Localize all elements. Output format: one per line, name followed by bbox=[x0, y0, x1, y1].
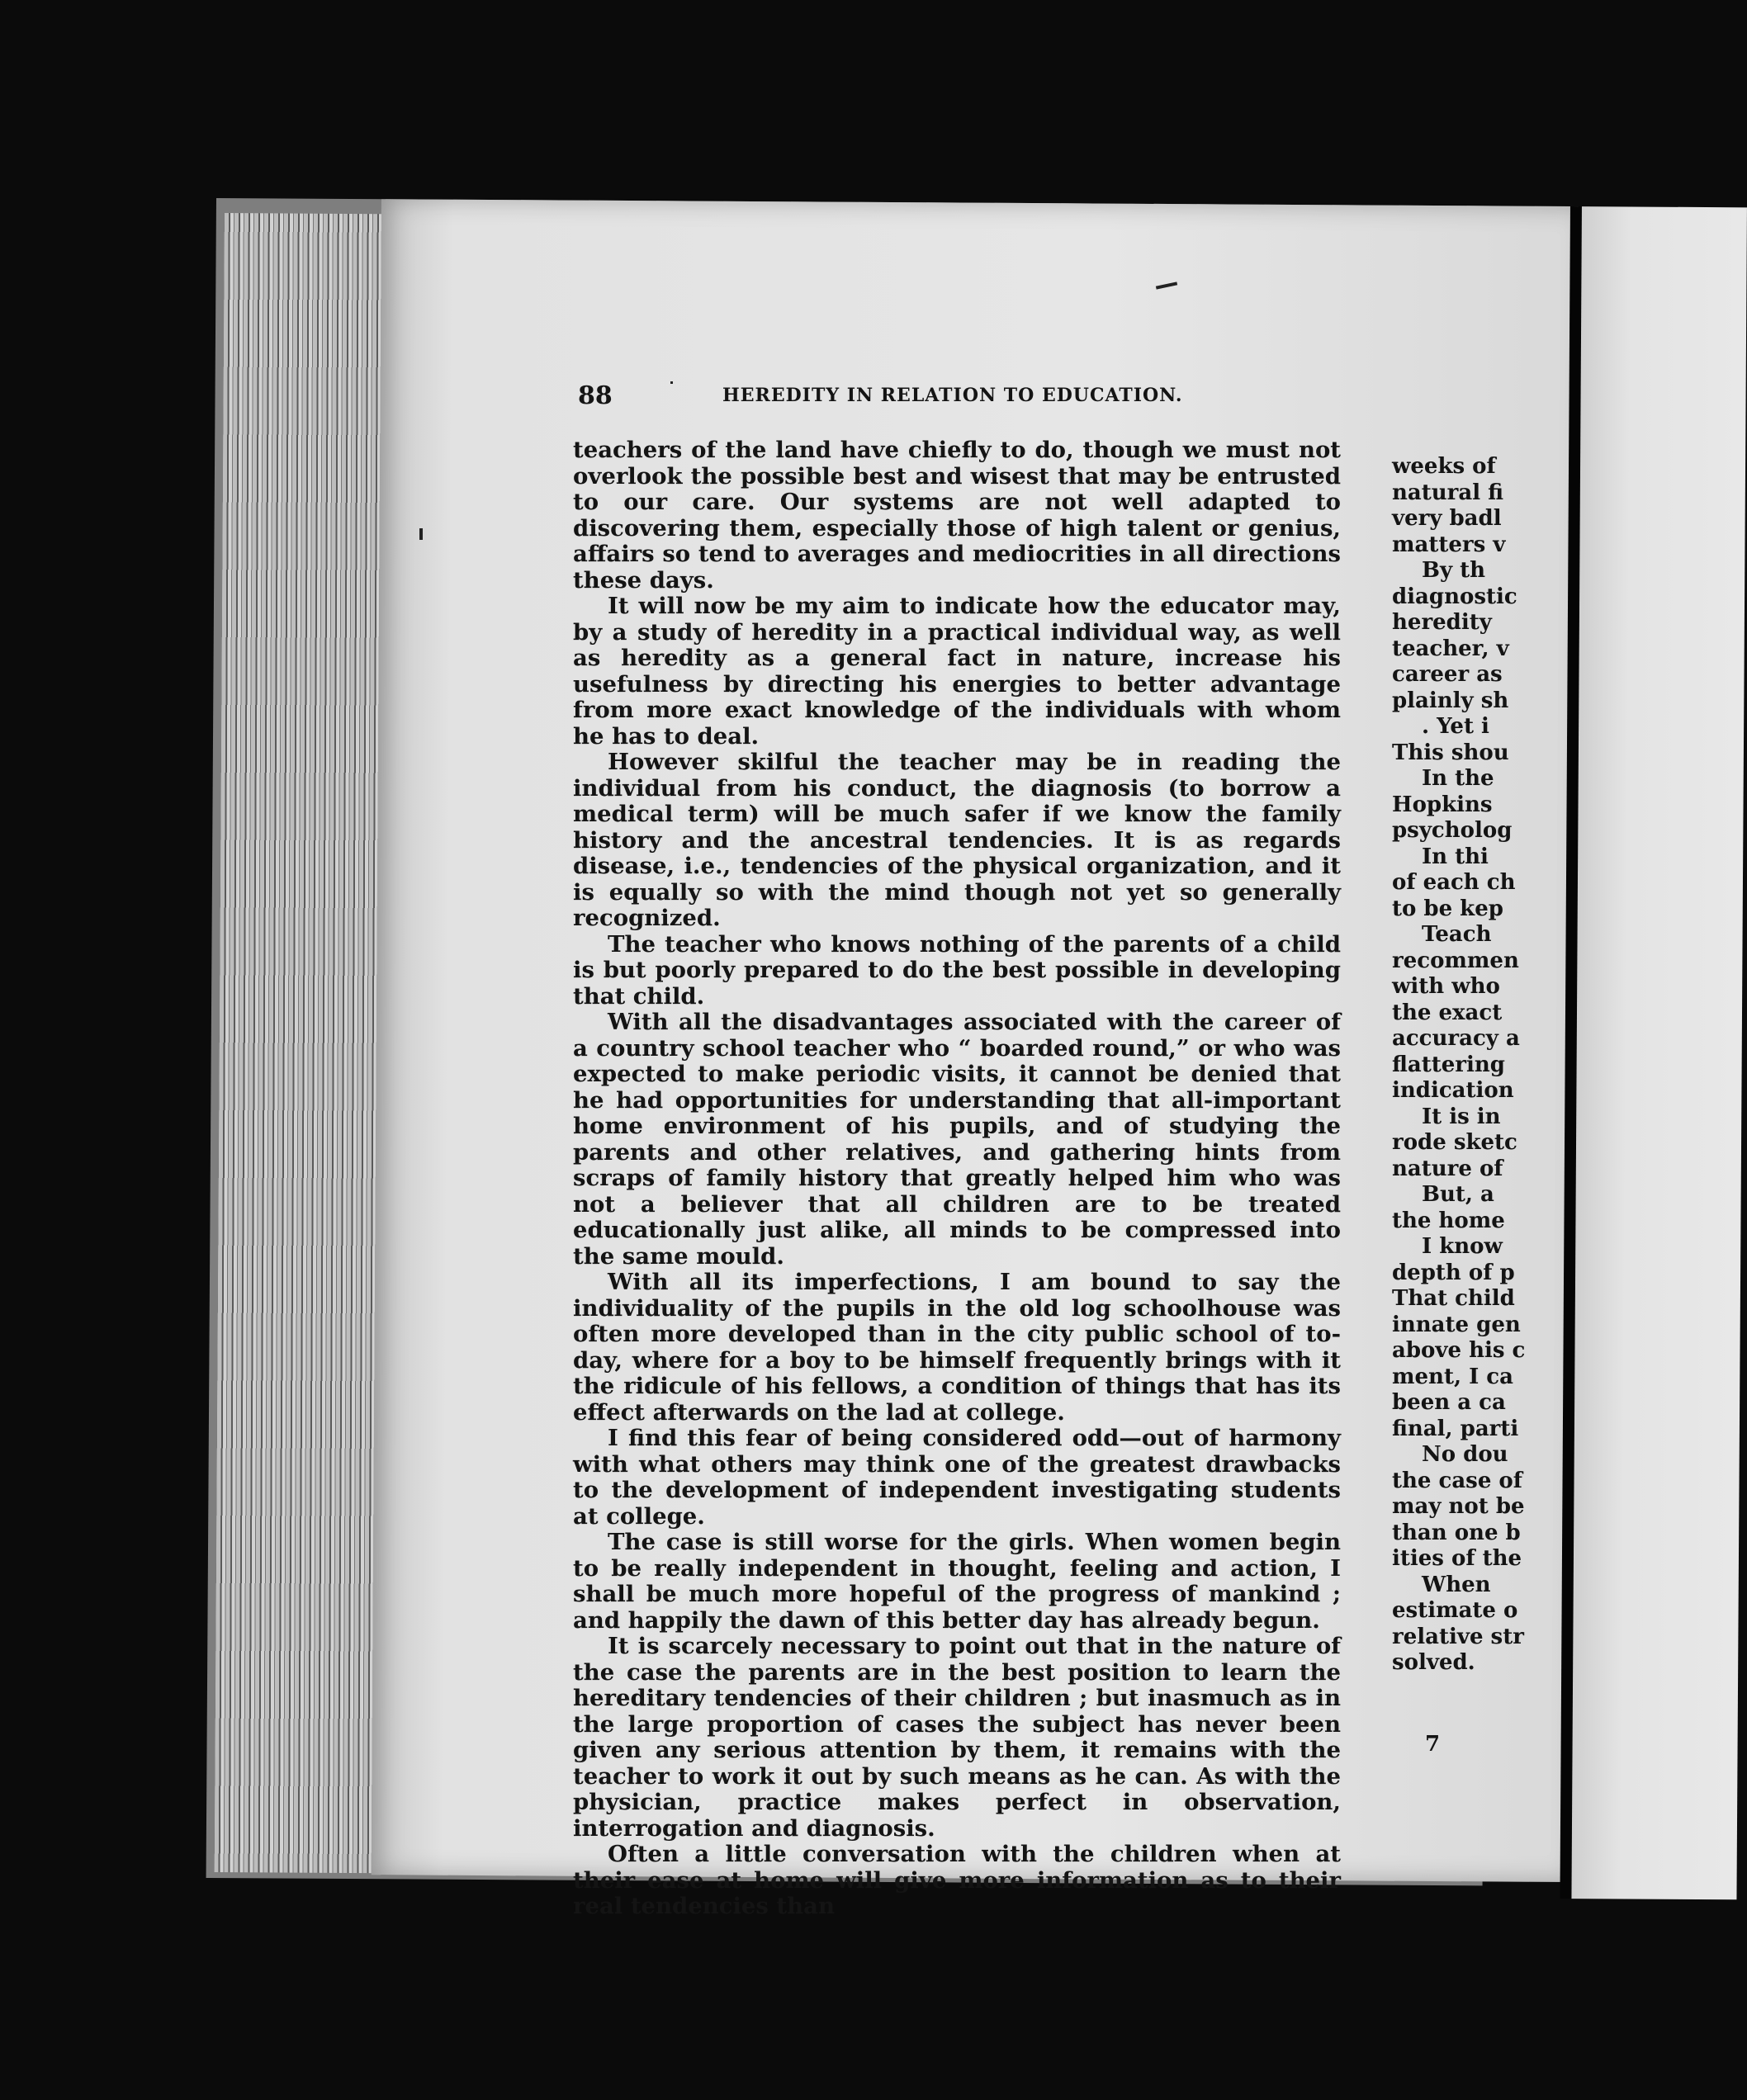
right-page-line: very badl bbox=[1392, 506, 1502, 531]
right-page-line: career as bbox=[1392, 662, 1503, 687]
paragraph: However skilful the teacher may be in reading the individual from his conduct, the diagnosis (to borrow a medical term) will be much safer if we know the family history and the ancestral tendencies. It is as regards disease, i.e., tendencies of the physical organization, and it is equally so with the mind though not yet so generally recognized. bbox=[573, 749, 1341, 931]
right-page-line: solved. bbox=[1392, 1650, 1475, 1675]
right-page-line: to be kep bbox=[1392, 896, 1503, 921]
right-page-line: It is in bbox=[1422, 1104, 1501, 1129]
right-page-line: natural fi bbox=[1392, 480, 1504, 505]
right-page-line: been a ca bbox=[1392, 1390, 1506, 1415]
right-page-line: heredity bbox=[1392, 610, 1492, 635]
right-page-line: ment, I ca bbox=[1392, 1364, 1513, 1389]
page-number: 88 bbox=[578, 381, 613, 410]
paragraph: Often a little conversation with the children when at their ease at home will give more information as to their real tendencies than bbox=[573, 1841, 1341, 1919]
right-page-line: But, a bbox=[1422, 1182, 1494, 1207]
right-page-line: By th bbox=[1422, 558, 1486, 583]
right-page-line: the exact bbox=[1392, 1000, 1503, 1025]
right-page-line: ities of the bbox=[1392, 1546, 1522, 1571]
right-page-line: rode sketc bbox=[1392, 1130, 1517, 1155]
scan-artifact bbox=[419, 528, 423, 540]
right-page-line: Teach bbox=[1422, 922, 1492, 947]
right-page-line: of each ch bbox=[1392, 870, 1516, 895]
right-page-line: psycholog bbox=[1392, 818, 1513, 843]
paragraph: With all the disadvantages associated with the career of a country school teacher who “ boarded round,” or who was expected to make periodic visits, it cannot be denied that he had opportunities for understanding that all-important home environment of his pupils, and of studying the parents and other relatives, and gathering hints from scraps of family history that greatly helped him who was not a believer that all children are to be treated educationally just alike, all minds to be compressed into the same mould. bbox=[573, 1009, 1341, 1270]
right-page-line: with who bbox=[1392, 974, 1500, 999]
right-page-line: When bbox=[1422, 1572, 1491, 1597]
right-page-line: plainly sh bbox=[1392, 688, 1509, 713]
right-page-line: teacher, v bbox=[1392, 636, 1509, 661]
right-page-line: . Yet i bbox=[1422, 714, 1489, 739]
right-page-line: above his c bbox=[1392, 1338, 1526, 1363]
running-head: HEREDITY IN RELATION TO EDUCATION. bbox=[722, 385, 1183, 406]
right-page-line: depth of p bbox=[1392, 1260, 1515, 1285]
page-header bbox=[578, 381, 1205, 414]
right-page-line: This shou bbox=[1392, 740, 1509, 765]
right-page-line: weeks of bbox=[1392, 454, 1496, 479]
right-page-line: the home bbox=[1392, 1208, 1505, 1233]
right-page-line: In thi bbox=[1422, 844, 1489, 869]
right-page-text bbox=[1392, 454, 1524, 1677]
right-page-line: That child bbox=[1392, 1286, 1515, 1311]
paragraph: teachers of the land have chiefly to do, though we must not overlook the possible best and wisest that may be entrusted to our care. Our systems are not well adapted to discovering them, especially those of high talent or genius, affairs so tend to averages and mediocrities in all directions these days. bbox=[573, 437, 1341, 594]
right-page bbox=[1571, 206, 1747, 1899]
right-page-line: diagnostic bbox=[1392, 584, 1517, 609]
right-page-line: No dou bbox=[1422, 1442, 1508, 1467]
right-page-line: estimate o bbox=[1392, 1598, 1518, 1623]
right-page-line: I know bbox=[1422, 1234, 1503, 1259]
right-page-line: In the bbox=[1422, 766, 1494, 791]
right-page-line: accuracy a bbox=[1392, 1026, 1520, 1051]
paragraph: It will now be my aim to indicate how the educator may, by a study of heredity in a practical individual way, as well as heredity as a general fact in nature, increase his usefulness by directing his energies to better advantage from more exact knowledge of the individuals with whom he has to deal. bbox=[573, 593, 1341, 750]
right-page-line: recommen bbox=[1392, 948, 1519, 973]
right-page-number: 7 bbox=[1425, 1732, 1441, 1757]
paragraph: It is scarcely necessary to point out that in the nature of the case the parents are in the best position to learn the hereditary tendencies of their children ; but inasmuch as in the large proportion of cases the subject has never been given any serious attention by them, it remains with the teacher to work it out by such means as he can. As with the physician, practice makes perfect in observation, interrogation and diagnosis. bbox=[573, 1633, 1341, 1842]
scan-artifact bbox=[670, 381, 673, 384]
right-page-line: indication bbox=[1392, 1078, 1514, 1103]
right-page-line: innate gen bbox=[1392, 1312, 1521, 1337]
right-page-line: flattering bbox=[1392, 1052, 1505, 1077]
body-text bbox=[573, 438, 1341, 1920]
paragraph: The case is still worse for the girls. When women begin to be really independent in thought, feeling and action, I shall be much more hopeful of the progress of mankind ; and happily the dawn of this better day has already begun. bbox=[573, 1529, 1341, 1634]
right-page-line: the case of bbox=[1392, 1468, 1522, 1493]
paragraph: I find this fear of being considered odd—out of harmony with what others may think one of the greatest drawbacks to the development of independent investigating students at college. bbox=[573, 1425, 1341, 1530]
right-page-line: than one b bbox=[1392, 1520, 1521, 1545]
right-page-line: matters v bbox=[1392, 532, 1506, 557]
right-page-line: may not be bbox=[1392, 1494, 1525, 1519]
right-page-line: nature of bbox=[1392, 1156, 1503, 1181]
paragraph: The teacher who knows nothing of the parents of a child is but poorly prepared to do the best possible in developing that child. bbox=[573, 930, 1341, 1010]
right-page-line: Hopkins bbox=[1392, 792, 1493, 817]
right-page-line: final, parti bbox=[1392, 1416, 1519, 1441]
paragraph: With all its imperfections, I am bound to say the individuality of the pupils in the old log schoolhouse was often more developed than in the city public school of to-day, where for a boy to be himself frequently brings with it the ridicule of his fellows, a condition of things that has its effect afterwards on the lad at college. bbox=[573, 1269, 1341, 1426]
right-page-line: relative str bbox=[1392, 1624, 1524, 1649]
